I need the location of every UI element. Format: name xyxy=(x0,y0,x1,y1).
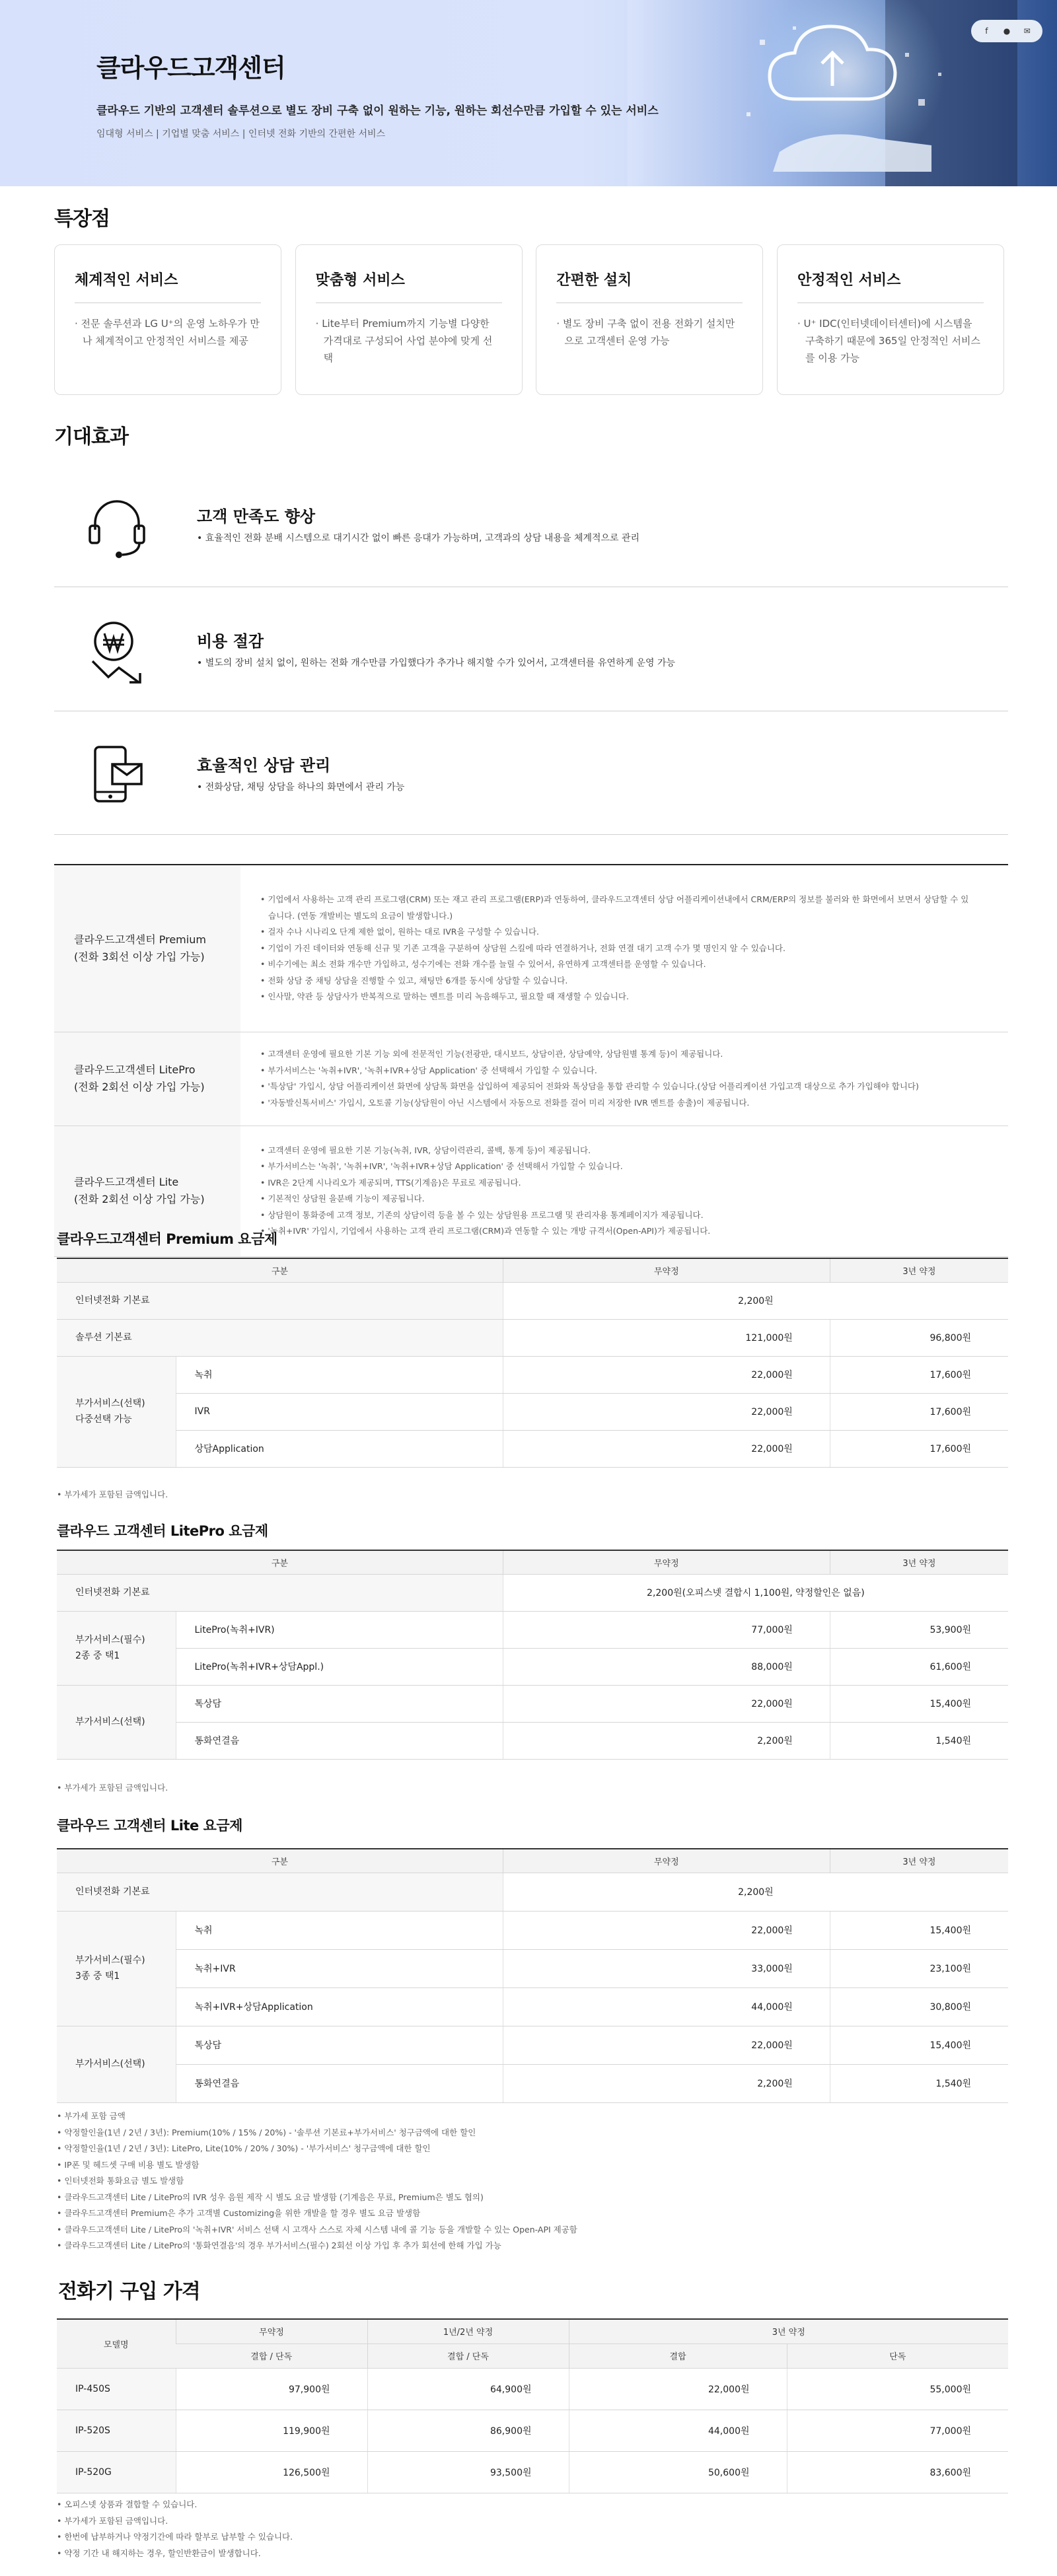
sub-label: LitePro(녹취+IVR) xyxy=(176,1611,503,1648)
col-header: 구분 xyxy=(57,1849,503,1873)
feature-title: 체계적인 서비스 xyxy=(75,269,261,303)
cell-value: 44,000원 xyxy=(503,1987,830,2026)
sub-label: 녹취 xyxy=(176,1911,503,1949)
spec-name: 클라우드고객센터 Premium (전화 3회선 이상 가입 가능) xyxy=(54,865,240,1032)
lite-price-table xyxy=(57,1848,1008,2103)
cell-value: 77,000원 xyxy=(787,2410,1008,2451)
effects-list xyxy=(54,462,1008,835)
sub-label: IVR xyxy=(176,1393,503,1430)
col-header: 무약정 xyxy=(503,1849,830,1873)
phone-mail-icon xyxy=(81,738,153,810)
phone-price-table xyxy=(57,2318,1008,2493)
table-row xyxy=(57,1282,1008,1319)
row-label: IP-450S xyxy=(57,2368,176,2410)
row-label: 부가서비스(선택) xyxy=(57,1685,176,1759)
cell-value: 1,540원 xyxy=(830,2064,1008,2102)
spec-desc: • 기업에서 사용하는 고객 관리 프로그램(CRM) 또는 재고 관리 프로그램(ERP)과 연동하여, 클라우드고객센터 상담 어플리케이션내에서 CRM/ERP의 정보를 불러와 한 화면에서 보면서 상담할 수 있 습니다. (연동 개발비는 별도의 요금이 발생합니다.) • 걸자 수나 시나리오 단계 제한 없이, 원하는 대로 IVR을 구성할 수 있습니다. • 기업이 가진 데이터와 연동해 신규 및 기존 고객을 구분하여 상담원 스킬에 따라 연결하거나, 전화 연결 대기 고객 수가 몇 명인지 알 수 있습니다. • 비수기에는 최소 전화 개수만 가입하고, 성수기에는 전화 개수를 늘릴 수 있어서, 유연하게 고객센터를 운영할 수 있습니다. • 전화 상담 중 채팅 상담을 진행할 수 있고, 채팅만 6개를 동시에 상담할 수 있습니다. • 인사말, 약관 등 상담사가 반복적으로 말하는 멘트를 미리 녹음해두고, 필요할 때 재생할 수 있습니다. xyxy=(240,865,1008,1032)
col-header: 모델명 xyxy=(57,2319,176,2368)
cell-value: 55,000원 xyxy=(787,2368,1008,2410)
table-row xyxy=(57,1430,1008,1467)
spec-name: 클라우드고객센터 LitePro (전화 2회선 이상 가입 가능) xyxy=(54,1032,240,1126)
service-spec-table xyxy=(54,864,1008,1257)
spec-desc: • 고객센터 운영에 필요한 기본 기능(녹취, IVR, 상담이력관리, 콜백, 통계 등)이 제공됩니다. • 부가서비스는 '녹취', '녹취+IVR', '녹취+IVR+상담 Application' 중 선택해서 가입할 수 있습니다. • IVR은 2단계 시나리오가 제공되며, TTS(기계음)은 무료로 제공됩니다. • 기본적인 상담원 을분배 기능이 제공됩니다. • 상담원이 통화중에 고객 정보, 기존의 상담이력 등을 볼 수 있는 상담원용 프로그램 및 관리자용 통계페이지가 제공됩니다. • '녹취+IVR' 가입시, 기업에서 사용하는 고객 관리 프로그램(CRM)과 연동할 수 있는 개방 규격서(Open-API)가 제공됩니다. xyxy=(240,1126,1008,1256)
table-row xyxy=(57,1949,1008,1987)
feature-card xyxy=(295,244,523,395)
col-header: 3년 약정 xyxy=(830,1550,1008,1574)
row-label: 솔루션 기본료 xyxy=(57,1319,503,1356)
litepro-note: • 부가세가 포함된 금액입니다. xyxy=(57,1783,168,1793)
cell-value: 2,200원 xyxy=(503,1282,1008,1319)
col-header: 3년 약정 xyxy=(830,1258,1008,1282)
premium-note: • 부가세가 포함된 금액입니다. xyxy=(57,1489,168,1499)
cell-value: 126,500원 xyxy=(176,2451,367,2493)
cell-value: 61,600원 xyxy=(830,1648,1008,1685)
row-label: 인터넷전화 기본료 xyxy=(57,1282,503,1319)
col-header: 결합 / 단독 xyxy=(367,2343,569,2368)
col-header: 결합 xyxy=(569,2343,787,2368)
sub-label: LitePro(녹취+IVR+상담Appl.) xyxy=(176,1648,503,1685)
cell-value: 15,400원 xyxy=(830,1911,1008,1949)
col-header: 3년 약정 xyxy=(569,2319,1008,2343)
cell-value: 22,000원 xyxy=(503,1393,830,1430)
table-row xyxy=(57,1911,1008,1949)
facebook-icon[interactable]: f xyxy=(985,26,988,36)
feature-desc: · 별도 장비 구축 없이 전용 전화기 설치만으로 고객센터 운영 가능 xyxy=(556,318,735,347)
cell-value: 86,900원 xyxy=(367,2410,569,2451)
page-title: 클라우드고객센터 xyxy=(96,54,285,83)
effect-desc: • 전화상담, 채팅 상담을 하나의 화면에서 관리 가능 xyxy=(197,782,405,793)
phones-title: 전화기 구입 가격 xyxy=(58,2280,200,2303)
share-bar xyxy=(971,20,1042,42)
feature-title: 안정적인 서비스 xyxy=(797,269,984,303)
table-row xyxy=(57,2410,1008,2451)
cell-value: 22,000원 xyxy=(503,2026,830,2064)
table-row xyxy=(57,1393,1008,1430)
table-row xyxy=(57,1356,1008,1393)
sub-label: 녹취+IVR xyxy=(176,1949,503,1987)
cell-value: 83,600원 xyxy=(787,2451,1008,2493)
sub-label: 통화연결음 xyxy=(176,1722,503,1759)
table-row xyxy=(57,1685,1008,1722)
lite-notes: • 부가세 포함 금액 • 약정할인율(1년 / 2년 / 3년): Premium(10% / 15% / 20%) - '솔루션 기본료+부가서비스' 청구금액에 대한 할인 • 약정할인율(1년 / 2년 / 3년): LitePro, Lite(10% / 20% / 30%) - '부가서비스' 청구금액에 대한 할인 • IP폰 및 헤드셋 구매 비용 별도 발생함 • 인터넷전화 통화요금 별도 발생함 • 클라우드고객센터 Lite / LitePro의 IVR 성우 음원 제작 시 별도 요금 발생함 (기계음은 무료, Premium은 별도 협의) • 클라우드고객센터 Premium은 추가 고객별 Customizing을 위한 개발을 할 경우 별도 요금 발생함 • 클라우드고객센터 Lite / LitePro의 '녹취+IVR' 서비스 선택 시 고객사 스스로 자체 시스템 내에 콜 기능 등을 개발할 수 있는 Open-API 제공함 • 클라우드고객센터 Lite / LitePro의 '통화연결음'의 경우 부가서비스(필수) 2회선 이상 가입 후 추가 회선에 한해 가입 가능 xyxy=(57,2111,577,2250)
table-row xyxy=(57,1574,1008,1611)
col-header: 구분 xyxy=(57,1550,503,1574)
col-header: 3년 약정 xyxy=(830,1849,1008,1873)
cell-value: 121,000원 xyxy=(503,1319,830,1356)
litepro-title: 클라우드 고객센터 LitePro 요금제 xyxy=(57,1523,268,1539)
sub-label: 통화연결음 xyxy=(176,2064,503,2102)
col-header: 무약정 xyxy=(503,1550,830,1574)
spec-desc: • 고객센터 운영에 필요한 기본 기능 외에 전문적인 기능(전광판, 대시보드, 상담이관, 상담예약, 상담원별 통계 등)이 제공됩니다. • 부가서비스는 '녹취+IVR', '녹취+IVR+상담 Application' 중 선택해서 가입할 수 있습니다. • '특상담' 가입시, 상담 어플리케이션 화면에 상담톡 화면을 삽입하여 제공되어 전화와 톡상담을 통합 관리할 수 있습니다.(상담 어플리케이션 가입고객 대상으로 추가 가입해야 합니다) • '자동발신톡서비스' 가입시, 오토콜 기능(상담원이 아닌 시스템에서 자동으로 전화를 걸어 미리 저장한 IVR 멘트를 송출)이 제공됩니다. xyxy=(240,1032,1008,1126)
sub-label: 녹취+IVR+상담Application xyxy=(176,1987,503,2026)
features-list xyxy=(54,244,1004,395)
hero-banner xyxy=(0,0,1057,186)
effect-desc: • 효율적인 전화 분배 시스템으로 대기시간 없이 빠른 응대가 가능하며, 고객과의 상담 내용을 체계적으로 관리 xyxy=(197,533,640,544)
effect-title: 고객 만족도 향상 xyxy=(197,507,315,526)
col-header: 무약정 xyxy=(503,1258,830,1282)
cell-value: 23,100원 xyxy=(830,1949,1008,1987)
feature-title: 맞춤형 서비스 xyxy=(316,269,502,303)
feature-desc: · Lite부터 Premium까지 기능별 다양한 가격대로 구성되어 사업 분야에 맞게 선택 xyxy=(315,318,493,364)
spec-row xyxy=(54,865,1008,1032)
premium-title: 클라우드고객센터 Premium 요금제 xyxy=(57,1231,277,1247)
col-header: 결합 / 단독 xyxy=(176,2343,367,2368)
cell-value: 97,900원 xyxy=(176,2368,367,2410)
cell-value: 30,800원 xyxy=(830,1987,1008,2026)
cell-value: 15,400원 xyxy=(830,2026,1008,2064)
row-label: 부가서비스(선택) xyxy=(57,2026,176,2102)
won-coin-down-icon xyxy=(81,614,153,686)
table-row xyxy=(57,1722,1008,1759)
cell-value: 53,900원 xyxy=(830,1611,1008,1648)
headset-icon xyxy=(81,489,153,561)
cell-value: 96,800원 xyxy=(830,1319,1008,1356)
cell-value: 2,200원 xyxy=(503,1873,1008,1911)
cell-value: 50,600원 xyxy=(569,2451,787,2493)
row-label: 부가서비스(필수) 2종 중 택1 xyxy=(57,1611,176,1685)
feature-desc: · 전문 솔루션과 LG U⁺의 운영 노하우가 만나 체계적이고 안정적인 서비스를 제공 xyxy=(75,318,260,347)
col-header: 단독 xyxy=(787,2343,1008,2368)
effect-title: 효율적인 상담 관리 xyxy=(197,756,331,775)
col-header: 1년/2년 약정 xyxy=(367,2319,569,2343)
row-label: IP-520S xyxy=(57,2410,176,2451)
cell-value: 1,540원 xyxy=(830,1722,1008,1759)
cell-value: 22,000원 xyxy=(569,2368,787,2410)
row-label: 부가서비스(필수) 3종 중 택1 xyxy=(57,1911,176,2026)
cell-value: 22,000원 xyxy=(503,1911,830,1949)
col-header: 구분 xyxy=(57,1258,503,1282)
sub-label: 녹취 xyxy=(176,1356,503,1393)
cell-value: 17,600원 xyxy=(830,1356,1008,1393)
hero-tags: 임대형 서비스 | 기업별 맞춤 서비스 | 인터넷 전화 기반의 간편한 서비스 xyxy=(96,129,386,139)
cell-value: 2,200원 xyxy=(503,1722,830,1759)
table-row xyxy=(57,2064,1008,2102)
feature-desc: · U⁺ IDC(인터넷데이터센터)에 시스템을 구축하기 때문에 365일 안정적인 서비스를 이용 가능 xyxy=(797,318,981,364)
cell-value: 93,500원 xyxy=(367,2451,569,2493)
row-label: 인터넷전화 기본료 xyxy=(57,1574,503,1611)
cell-value: 64,900원 xyxy=(367,2368,569,2410)
feature-title: 간편한 설치 xyxy=(556,269,743,303)
premium-price-table xyxy=(57,1258,1008,1468)
table-row xyxy=(57,1987,1008,2026)
effect-item xyxy=(54,587,1008,711)
cell-value: 22,000원 xyxy=(503,1430,830,1467)
features-title: 특장점 xyxy=(54,207,110,231)
cell-value: 2,200원(오피스넷 결합시 1,100원, 약정할인은 없음) xyxy=(503,1574,1008,1611)
spec-row xyxy=(54,1032,1008,1126)
lite-title: 클라우드 고객센터 Lite 요금제 xyxy=(57,1818,242,1834)
effect-item xyxy=(54,462,1008,587)
row-label: IP-520G xyxy=(57,2451,176,2493)
table-row xyxy=(57,1319,1008,1356)
row-label: 인터넷전화 기본료 xyxy=(57,1873,503,1911)
cell-value: 33,000원 xyxy=(503,1949,830,1987)
hero-subtitle: 클라우드 기반의 고객센터 솔루션으로 별도 장비 구축 없이 원하는 기능, 원하는 회선수만큼 가입할 수 있는 서비스 xyxy=(96,104,659,118)
table-row xyxy=(57,1611,1008,1648)
table-row xyxy=(57,1648,1008,1685)
sub-label: 상담Application xyxy=(176,1430,503,1467)
cell-value: 119,900원 xyxy=(176,2410,367,2451)
cell-value: 44,000원 xyxy=(569,2410,787,2451)
table-row xyxy=(57,2368,1008,2410)
cell-value: 22,000원 xyxy=(503,1685,830,1722)
table-row xyxy=(57,2451,1008,2493)
effect-item xyxy=(54,711,1008,835)
cell-value: 15,400원 xyxy=(830,1685,1008,1722)
col-header: 무약정 xyxy=(176,2319,367,2343)
table-row xyxy=(57,2026,1008,2064)
feature-card xyxy=(536,244,763,395)
cell-value: 2,200원 xyxy=(503,2064,830,2102)
blog-icon[interactable]: ● xyxy=(1003,26,1011,36)
sub-label: 톡상담 xyxy=(176,2026,503,2064)
effect-title: 비용 절감 xyxy=(197,632,264,651)
cell-value: 17,600원 xyxy=(830,1393,1008,1430)
sub-label: 톡상담 xyxy=(176,1685,503,1722)
cell-value: 88,000원 xyxy=(503,1648,830,1685)
cell-value: 22,000원 xyxy=(503,1356,830,1393)
effect-desc: • 별도의 장비 설치 없이, 원하는 전화 개수만큼 가입했다가 추가나 해지할 수가 있어서, 고객센터를 유연하게 운영 가능 xyxy=(197,658,675,668)
phone-notes: • 오피스넷 상품과 결합할 수 있습니다. • 부가세가 포함된 금액입니다. • 한번에 납부하거나 약정기간에 따라 할부로 납부할 수 있습니다. • 약정 기간 내 해지하는 경우, 할인반환금이 발생합니다. xyxy=(57,2499,293,2558)
feature-card xyxy=(54,244,281,395)
mail-icon[interactable]: ✉ xyxy=(1023,26,1031,36)
spec-name: 클라우드고객센터 Lite (전화 2회선 이상 가입 가능) xyxy=(54,1126,240,1256)
litepro-price-table xyxy=(57,1550,1008,1760)
cell-value: 17,600원 xyxy=(830,1430,1008,1467)
table-row xyxy=(57,1873,1008,1911)
feature-card xyxy=(777,244,1004,395)
effects-title: 기대효과 xyxy=(54,425,128,448)
row-label: 부가서비스(선택) 다중선택 가능 xyxy=(57,1356,176,1467)
cell-value: 77,000원 xyxy=(503,1611,830,1648)
